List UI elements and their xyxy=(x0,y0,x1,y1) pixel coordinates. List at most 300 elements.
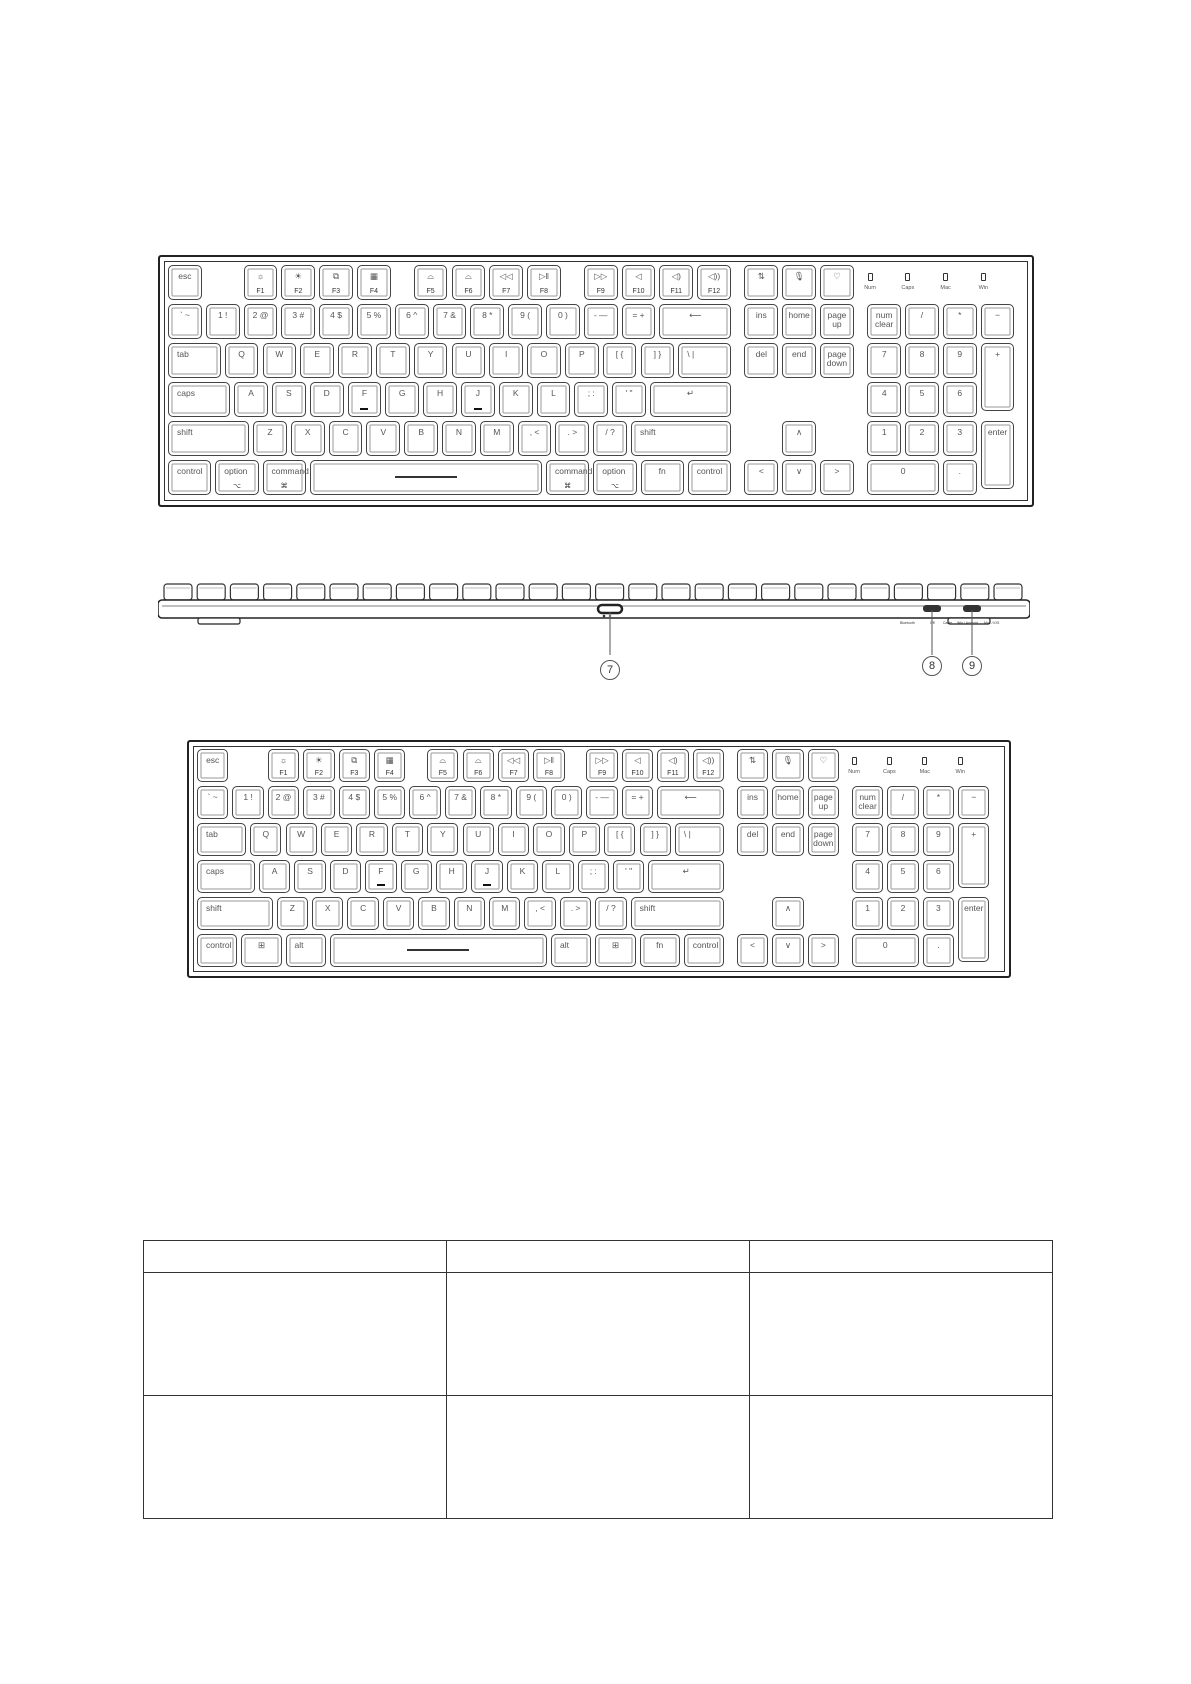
key-label: shift xyxy=(206,903,222,913)
spacebar-mark xyxy=(407,949,469,951)
key-label: ' " xyxy=(625,866,633,876)
key-6-^ xyxy=(395,304,429,339)
key-d xyxy=(330,860,361,893)
key-label: Z xyxy=(289,903,295,913)
key-label: enter xyxy=(964,903,984,913)
key-label: O xyxy=(540,349,548,359)
led-label: Num xyxy=(848,769,860,775)
key-label: esc xyxy=(178,271,192,281)
key-label: caps xyxy=(177,388,195,398)
key-8 xyxy=(905,343,939,378)
key-2-@ xyxy=(244,304,278,339)
table-cell xyxy=(750,1396,1053,1519)
key-label: ◁ xyxy=(635,271,642,281)
key-label: R xyxy=(351,349,359,359)
side-keycap xyxy=(330,584,358,600)
key-⟵ xyxy=(659,304,731,339)
key-label: J xyxy=(484,866,490,876)
indicator-led-caps xyxy=(898,273,918,291)
led-icon xyxy=(905,273,910,281)
led-label: Mac xyxy=(919,769,930,775)
key-sublabel: F3 xyxy=(350,770,359,778)
side-keycap xyxy=(828,584,856,600)
key-2-@ xyxy=(268,786,299,819)
key-g xyxy=(385,382,419,417)
key-/-? xyxy=(595,897,626,930)
key-label: ⌓ xyxy=(427,271,434,281)
key-↵ xyxy=(650,382,731,417)
key-5-% xyxy=(374,786,405,819)
key-esc xyxy=(168,265,202,300)
key-4-$ xyxy=(319,304,353,339)
key-⊞ xyxy=(595,934,635,967)
key-u xyxy=(463,823,494,856)
key-6 xyxy=(943,382,977,417)
key-=-+ xyxy=(622,304,656,339)
key-♡ xyxy=(808,749,839,782)
key-num-clear xyxy=(867,304,901,339)
key-▷▷ xyxy=(586,749,617,782)
key-label: ☼ xyxy=(279,755,288,765)
key-label: 🎙 xyxy=(793,271,805,281)
key-9 xyxy=(923,823,954,856)
key-label: ; : xyxy=(589,866,597,876)
key-z xyxy=(253,421,287,456)
key-label: . > xyxy=(570,903,581,913)
indicator-led-num xyxy=(860,273,880,291)
key-label: M xyxy=(501,903,509,913)
key-sublabel: F11 xyxy=(667,770,679,778)
key-⇅ xyxy=(744,265,778,300)
side-keycap xyxy=(529,584,557,600)
key-☼ xyxy=(244,265,278,300)
key-> xyxy=(808,934,839,967)
key-sublabel: F3 xyxy=(332,288,341,296)
key-alt xyxy=(286,934,326,967)
key-label: ♡ xyxy=(819,755,828,765)
key-m xyxy=(480,421,514,456)
key-label: \ | xyxy=(687,349,695,359)
key-sublabel: F2 xyxy=(314,770,323,778)
key-del xyxy=(737,823,768,856)
key-label: 1 xyxy=(865,903,870,913)
key-j xyxy=(461,382,495,417)
key-shift xyxy=(631,421,731,456)
key-3 xyxy=(923,897,954,930)
key-label: ⌓ xyxy=(474,755,482,765)
key-label: 0 ) xyxy=(557,310,568,320)
key-label: 6 ^ xyxy=(406,310,418,320)
key-label: 2 @ xyxy=(275,792,292,802)
key-label: 3 # xyxy=(292,310,305,320)
key-2 xyxy=(905,421,939,456)
key-label: ' " xyxy=(625,388,633,398)
key-d xyxy=(310,382,344,417)
key-label: page down xyxy=(826,349,848,368)
side-keycap xyxy=(994,584,1022,600)
key-label: end xyxy=(792,349,807,359)
key-,-< xyxy=(518,421,552,456)
key-☀ xyxy=(303,749,334,782)
side-keycap xyxy=(164,584,192,600)
key-l xyxy=(537,382,571,417)
key-v xyxy=(366,421,400,456)
key-.-> xyxy=(555,421,589,456)
key-label: D xyxy=(342,866,349,876)
key-label: control xyxy=(206,940,232,950)
key-'-" xyxy=(613,860,644,893)
key-label: del xyxy=(755,349,767,359)
key-◁ xyxy=(622,749,653,782)
key-f xyxy=(348,382,382,417)
key-option xyxy=(215,460,258,495)
key-label: V xyxy=(380,427,387,437)
key-label: ⟵ xyxy=(689,310,702,320)
key-label: - — xyxy=(595,792,609,802)
key-control xyxy=(684,934,724,967)
key-◁◁ xyxy=(498,749,529,782)
key-label: ⧉ xyxy=(351,755,358,765)
key-☼ xyxy=(268,749,299,782)
key-label: 8 xyxy=(900,829,906,839)
key-5-% xyxy=(357,304,391,339)
key-label: / xyxy=(920,310,924,320)
key-i xyxy=(489,343,523,378)
key-label: S xyxy=(307,866,313,876)
key-⊞ xyxy=(241,934,281,967)
key-o xyxy=(527,343,561,378)
key-7 xyxy=(867,343,901,378)
key-r xyxy=(338,343,372,378)
side-keycap xyxy=(662,584,690,600)
key-k xyxy=(507,860,538,893)
key-sublabel: F10 xyxy=(631,770,644,778)
key-label: X xyxy=(324,903,331,913)
key-label: P xyxy=(581,829,588,839)
key-page-down xyxy=(820,343,854,378)
led-label: Caps xyxy=(882,769,896,775)
key-tab xyxy=(168,343,221,378)
key-label: ▦ xyxy=(385,755,394,765)
key-fn xyxy=(640,934,680,967)
key-8-* xyxy=(480,786,511,819)
key-⌓ xyxy=(414,265,448,300)
key-∨ xyxy=(782,460,816,495)
key-command xyxy=(263,460,309,495)
key-> xyxy=(820,460,854,495)
key-control xyxy=(197,934,237,967)
key-]-} xyxy=(641,343,675,378)
key-t xyxy=(376,343,410,378)
key-∧ xyxy=(772,897,803,930)
key-− xyxy=(958,786,989,819)
key-c xyxy=(347,897,378,930)
key-label: + xyxy=(995,349,1001,359)
side-keycap xyxy=(264,584,292,600)
key-label: ⇅ xyxy=(757,271,765,281)
side-keycap xyxy=(463,584,491,600)
key-+ xyxy=(958,823,989,888)
key-♡ xyxy=(820,265,854,300)
side-keycap xyxy=(795,584,823,600)
key-j xyxy=(471,860,502,893)
key-label: Z xyxy=(267,427,273,437)
key-label: > xyxy=(834,466,840,476)
key-label: 4 $ xyxy=(330,310,342,320)
indicator-led-win xyxy=(973,273,993,291)
key-label: S xyxy=(286,388,292,398)
key-label: L xyxy=(555,866,561,876)
key-label: ◁◁ xyxy=(507,755,521,765)
key-label: W xyxy=(275,349,284,359)
keyboard-side-body xyxy=(158,600,1030,618)
key-label: ♡ xyxy=(833,271,841,281)
key-control xyxy=(688,460,731,495)
key-▷▷ xyxy=(584,265,618,300)
switch-label: Mac / iOS xyxy=(984,621,1000,625)
key-ins xyxy=(737,786,768,819)
key-n xyxy=(454,897,485,930)
key-label: B xyxy=(431,903,437,913)
key-sublabel: F1 xyxy=(279,770,288,778)
key-sublabel: F6 xyxy=(464,288,473,296)
key-label: control xyxy=(692,940,719,950)
key-label: 8 xyxy=(919,349,925,359)
key-sublabel: F4 xyxy=(385,770,394,778)
key-sublabel: F4 xyxy=(369,288,378,296)
key-label: C xyxy=(342,427,349,437)
key-1 xyxy=(867,421,901,456)
key-4 xyxy=(852,860,883,893)
key-alt xyxy=(551,934,591,967)
key-3-# xyxy=(303,786,334,819)
homing-bump xyxy=(377,884,385,886)
key-label: fn xyxy=(658,466,666,476)
key-label: shift xyxy=(639,903,656,913)
key-0 xyxy=(867,460,939,495)
key-label: N xyxy=(466,903,473,913)
key-label: 1 ! xyxy=(243,792,253,802)
key-label: E xyxy=(333,829,340,839)
key-label: 1 xyxy=(881,427,887,437)
homing-bump xyxy=(360,408,368,410)
side-keycap xyxy=(728,584,756,600)
key-q xyxy=(250,823,281,856)
callout-7: 7 xyxy=(600,660,620,680)
key-8-* xyxy=(470,304,504,339)
homing-bump xyxy=(474,408,482,410)
key-label: . xyxy=(937,940,940,950)
key-label: page up xyxy=(827,310,847,329)
key-label: ▷‖ xyxy=(543,755,555,765)
key-label: V xyxy=(395,903,402,913)
key-label: page up xyxy=(813,792,833,811)
key-label: ∨ xyxy=(796,466,803,476)
key-tab xyxy=(197,823,246,856)
key-label: I xyxy=(505,349,508,359)
key-sublabel: F1 xyxy=(256,288,265,296)
side-keycap xyxy=(961,584,989,600)
key-fn xyxy=(641,460,684,495)
key-sublabel: ⌘ xyxy=(280,483,288,491)
led-icon xyxy=(958,757,963,765)
key-* xyxy=(923,786,954,819)
side-keycap xyxy=(197,584,225,600)
key-label: , < xyxy=(529,427,540,437)
key-▷‖ xyxy=(533,749,564,782)
key-option xyxy=(593,460,636,495)
key-label: shift xyxy=(640,427,656,437)
key-◁)) xyxy=(693,749,724,782)
key-label: 4 xyxy=(865,866,870,876)
indicator-led-mac xyxy=(936,273,956,291)
key-label: 6 ^ xyxy=(419,792,431,802)
indicator-led-mac xyxy=(915,757,935,775)
key-e xyxy=(300,343,334,378)
key-.-> xyxy=(560,897,591,930)
side-keycap xyxy=(562,584,590,600)
led-icon xyxy=(887,757,892,765)
key-esc xyxy=(197,749,228,782)
key-home xyxy=(772,786,803,819)
key-label: [ { xyxy=(615,349,624,359)
key---— xyxy=(586,786,617,819)
key-l xyxy=(542,860,573,893)
key-label: alt xyxy=(294,940,304,950)
key-label: ↵ xyxy=(682,866,690,876)
key-label: I xyxy=(512,829,515,839)
key-e xyxy=(321,823,352,856)
key-a xyxy=(234,382,268,417)
key-i xyxy=(498,823,529,856)
key-shift xyxy=(168,421,249,456)
key-label: ◁)) xyxy=(707,271,721,281)
key-label: G xyxy=(412,866,420,876)
key-label: C xyxy=(360,903,367,913)
key-label: [ { xyxy=(616,829,624,839)
key-'-" xyxy=(612,382,646,417)
side-keycap xyxy=(363,584,391,600)
table-cell xyxy=(144,1273,447,1396)
led-label: Mac xyxy=(940,285,951,291)
key-y xyxy=(427,823,458,856)
key-label: − xyxy=(971,792,977,802)
key-label: ⇅ xyxy=(748,755,757,765)
key-sublabel: F9 xyxy=(596,288,605,296)
key-⇅ xyxy=(737,749,768,782)
key-label: 3 xyxy=(957,427,963,437)
key-label: esc xyxy=(206,755,220,765)
side-keycap xyxy=(430,584,458,600)
key-label: tab xyxy=(177,349,189,359)
key-sublabel: F12 xyxy=(708,288,721,296)
key-label: 5 % xyxy=(366,310,382,320)
key-label: page down xyxy=(813,829,834,848)
key-label: > xyxy=(820,940,826,950)
key-b xyxy=(404,421,438,456)
key-label: U xyxy=(475,829,482,839)
key-9-( xyxy=(508,304,542,339)
side-keycap xyxy=(861,584,889,600)
key-;-: xyxy=(574,382,608,417)
key-label: \ | xyxy=(683,829,691,839)
key-label: ▷▷ xyxy=(594,271,608,281)
key-s xyxy=(294,860,325,893)
key-label: 0 ) xyxy=(561,792,572,802)
key-label: option xyxy=(224,466,248,476)
key-label: 3 # xyxy=(312,792,325,802)
key-label: ◁) xyxy=(671,271,681,281)
key-🎙 xyxy=(772,749,803,782)
key-label: T xyxy=(404,829,410,839)
callout-8: 8 xyxy=(922,656,942,676)
key-sublabel: F2 xyxy=(294,288,303,296)
key-caps xyxy=(168,382,230,417)
key-+ xyxy=(981,343,1015,411)
key-label: home xyxy=(788,310,810,320)
key-◁◁ xyxy=(489,265,523,300)
key-< xyxy=(744,460,778,495)
key-label: 8 * xyxy=(490,792,502,802)
key-shift xyxy=(197,897,273,930)
key-enter xyxy=(981,421,1015,489)
key-end xyxy=(772,823,803,856)
side-keycap xyxy=(695,584,723,600)
table-cell xyxy=(447,1396,750,1519)
side-keycap xyxy=(629,584,657,600)
table-cell xyxy=(447,1273,750,1396)
key-⧉ xyxy=(319,265,353,300)
key-label: 5 % xyxy=(382,792,398,802)
switch-label: Win / Android xyxy=(957,621,978,625)
key-− xyxy=(981,304,1015,339)
key-label: 4 $ xyxy=(348,792,361,802)
key-label: end xyxy=(780,829,796,839)
key-label: home xyxy=(777,792,799,802)
key-7 xyxy=(852,823,883,856)
key-label: R xyxy=(368,829,376,839)
key-◁)) xyxy=(697,265,731,300)
key-label: 7 & xyxy=(443,310,456,320)
key-label: B xyxy=(418,427,424,437)
table-cell xyxy=(750,1273,1053,1396)
key-label: ☀ xyxy=(315,755,323,765)
key-label: control xyxy=(696,466,723,476)
key-label: 0 xyxy=(900,466,906,476)
homing-bump xyxy=(483,884,491,886)
key-label: enter xyxy=(987,427,1008,437)
key-label: ⌓ xyxy=(465,271,472,281)
key-label: M xyxy=(493,427,501,437)
key-▦ xyxy=(374,749,405,782)
key-label: 9 ( xyxy=(520,310,531,320)
key-label: 0 xyxy=(882,940,888,950)
key-label: ⟵ xyxy=(684,792,697,802)
key-∧ xyxy=(782,421,816,456)
key-c xyxy=(329,421,363,456)
key-sublabel: F10 xyxy=(632,288,645,296)
key-6 xyxy=(923,860,954,893)
key-f xyxy=(365,860,396,893)
key-label: * xyxy=(958,310,962,320)
key-. xyxy=(923,934,954,967)
key-num-clear xyxy=(852,786,883,819)
key-label: + xyxy=(971,829,977,839)
key-r xyxy=(356,823,387,856)
key-;-: xyxy=(578,860,609,893)
key-sublabel: F6 xyxy=(474,770,483,778)
key-sublabel: F5 xyxy=(438,770,447,778)
